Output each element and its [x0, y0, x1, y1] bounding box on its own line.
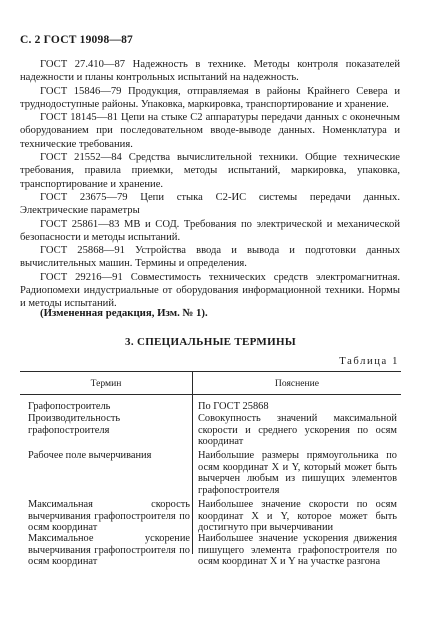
reference-entry: ГОСТ 29216—91 Совместимость технических средств электромагнитная. Радиопомехи индустриальные от оборудования информационной техники. Нормы и методы испытаний. [20, 271, 400, 310]
term-cell: Производительность графопостроителя [28, 413, 121, 436]
table-header-rule [20, 394, 401, 395]
explanation-cell: По ГОСТ 25868 [198, 401, 269, 412]
table-label: Таблица 1 [339, 356, 399, 367]
term-cell: Графопостроитель [28, 401, 111, 412]
explanation-cell: Наибольшие размеры прямоугольника по осям координат X и Y, который может быть вычерчен любым из пишущих элементов графопостроителя [198, 450, 397, 496]
reference-entry: ГОСТ 27.410—87 Надежность в технике. Методы контроля показателей надежности и планы контрольных испытаний на надежность. [20, 59, 400, 84]
normative-references [20, 58, 400, 311]
reference-entry: ГОСТ 25868—91 Устройства ввода и вывода и подготовки данных вычислительных машин. Термины и определения. [20, 245, 400, 270]
term-cell: Рабочее поле вычерчивания [28, 450, 152, 461]
reference-entry: ГОСТ 18145—81 Цепи на стыке С2 аппаратуры передачи данных с оконечным оборудованием при последовательном вводе-выводе данных. Номенклатура и технические требования. [20, 112, 400, 150]
table-column-divider [192, 371, 193, 554]
terms-table [20, 371, 401, 568]
running-head: С. 2 ГОСТ 19098—87 [20, 34, 133, 46]
table-top-rule [20, 371, 401, 372]
term-cell: Максимальная скорость вычерчивания графопостроителя по осям координат [28, 499, 190, 534]
column-header-term: Термин [90, 378, 122, 389]
section-title: 3. СПЕЦИАЛЬНЫЕ ТЕРМИНЫ [125, 336, 296, 348]
reference-entry: ГОСТ 25861—83 МВ и СОД. Требования по электрической и механической безопасности и методы испытаний. [20, 218, 400, 243]
explanation-cell: Наибольшее значение ускорения движения пишущего элемента графопостроителя по осям координат X и Y на участке разгона [198, 533, 397, 568]
term-cell: Максимальное ускорение вычерчивания графопостроителя по осям координат [28, 533, 190, 568]
reference-entry: ГОСТ 23675—79 Цепи стыка С2-ИС системы передачи данных. Электрические параметры [20, 191, 400, 217]
reference-entry: ГОСТ 15846—79 Продукция, отправляемая в районы Крайнего Севера и труднодоступные районы. Упаковка, маркировка, транспортирование и хранение. [20, 85, 400, 110]
explanation-cell: Наибольшее значение скорости по осям координат X и Y, которое может быть достигнуто при вычерчивании [198, 499, 397, 534]
amendment-note: (Измененная редакция, Изм. № 1). [40, 307, 208, 319]
column-header-explanation: Пояснение [274, 378, 320, 389]
explanation-cell: Совокупность значений максимальной скорости и среднего ускорения по осям координат [198, 413, 397, 448]
reference-entry: ГОСТ 21552—84 Средства вычислительной техники. Общие технические требования, правила приемки, методы испытаний, маркировка, упаковка, транспортирование и хранение. [20, 152, 400, 190]
